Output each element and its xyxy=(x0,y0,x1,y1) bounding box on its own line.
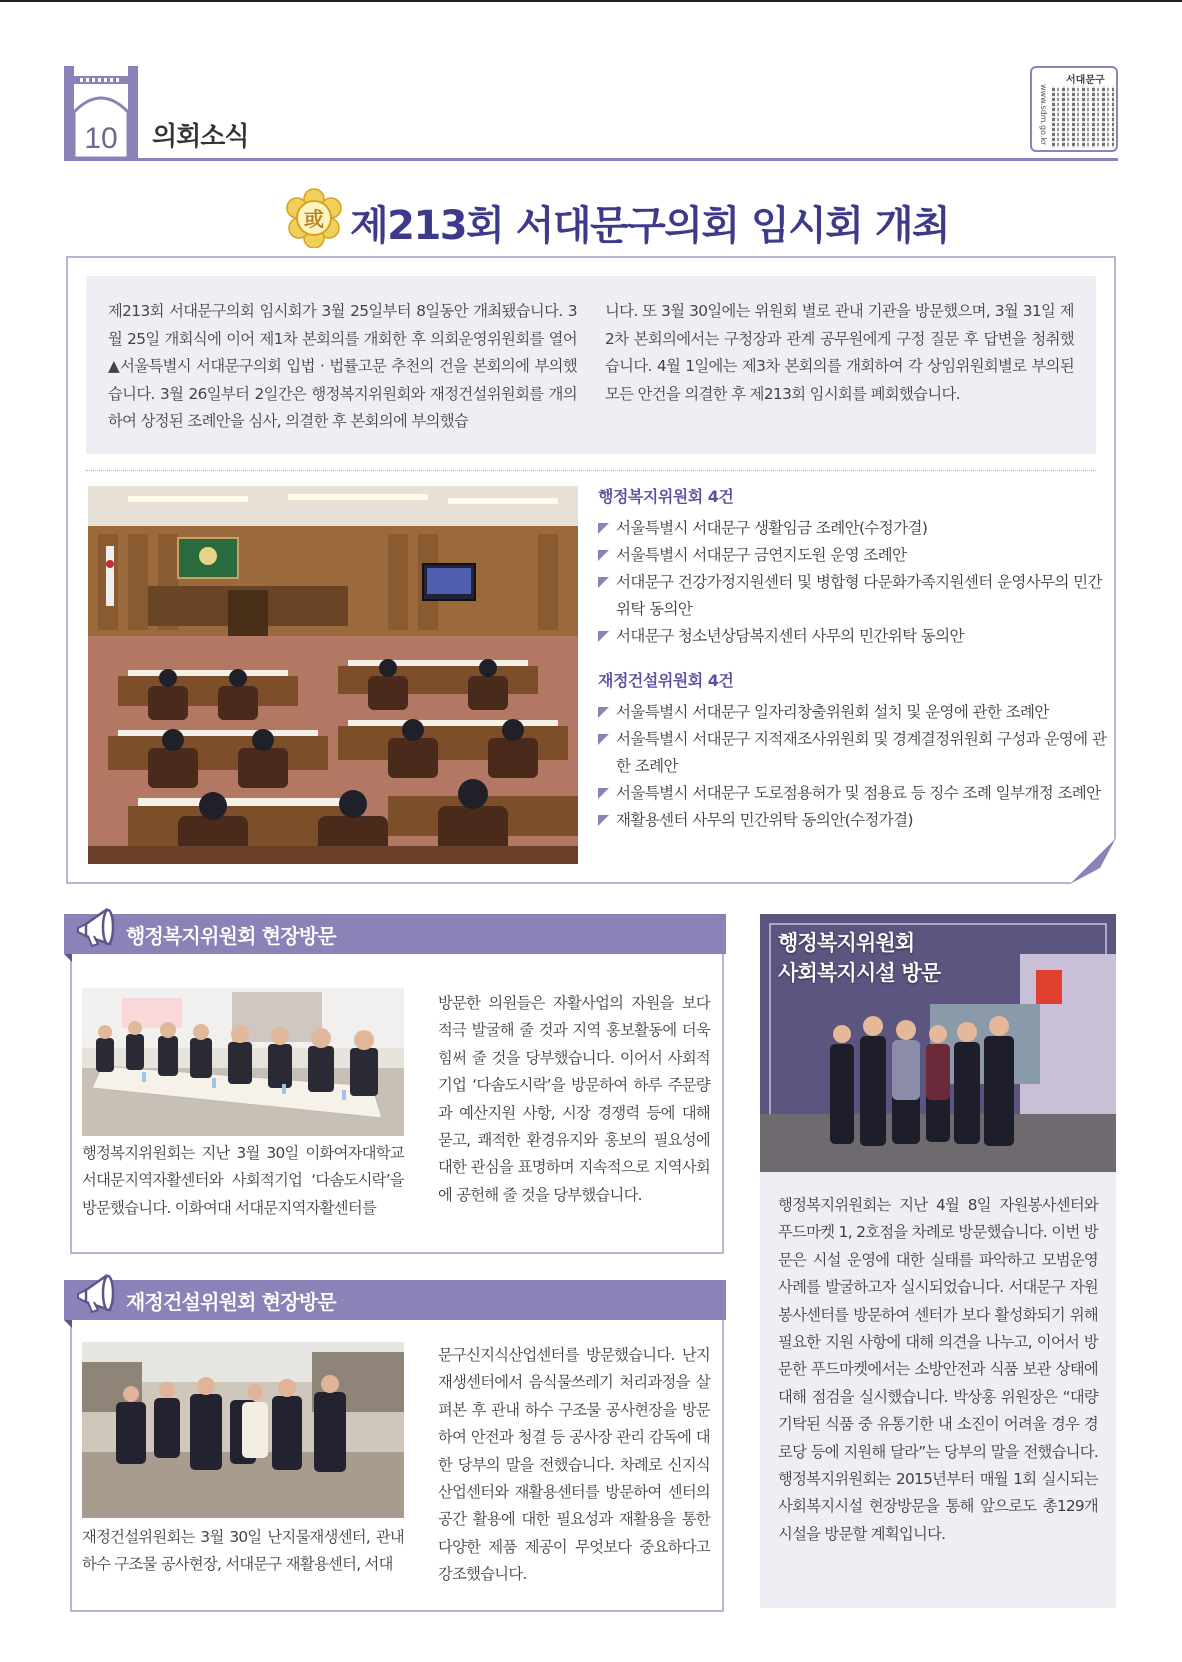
triangle-bullet-icon xyxy=(598,734,609,745)
section-header xyxy=(64,1280,726,1326)
top-rule xyxy=(0,0,1182,2)
section2-left-text: 재정건설위원회는 3월 30일 난지물재생센터, 관내 하수 구조물 공사현장, 서대문구 재활용센터, 서대 xyxy=(82,1528,404,1574)
triangle-bullet-icon xyxy=(598,631,609,642)
article-title-block xyxy=(0,186,1182,252)
megaphone-icon xyxy=(72,1268,122,1318)
page-number: 10 xyxy=(84,122,118,155)
triangle-bullet-icon xyxy=(598,577,609,588)
section-title: 행정복지위원회 현장방문 xyxy=(126,924,336,948)
agenda-list-block xyxy=(598,484,1108,852)
summary-panel xyxy=(86,276,1096,454)
triangle-bullet-icon xyxy=(598,815,609,826)
agenda-list-2 xyxy=(598,699,1108,834)
section-title: 재정건설위원회 현장방문 xyxy=(126,1290,336,1314)
section1-right-text: 방문한 의원들은 자활사업의 자원을 보다 적극 발굴해 줄 것과 지역 홍보활동에 더욱 힘써 줄 것을 당부했습니다. 이어서 사회적기업 ‘다솜도시락’을 방문하여 하루 주문량과 예산지원 사항, 시장 경쟁력 등에 대해 묻고, 쾌적한 환경유지와 홍보의 필요성에 대한 관심을 표명하며 지속적으로 지역사회에 공헌해 줄 것을 당부했습니다. xyxy=(438,994,710,1204)
dotted-divider xyxy=(86,470,1096,471)
council-emblem-icon xyxy=(284,188,344,248)
social-welfare-visit-panel xyxy=(760,914,1116,1608)
agenda-item: 재활용센터 사무의 민간위탁 동의안(수정가결) xyxy=(598,807,1108,834)
section1-left-text: 행정복지위원회는 지난 3월 30일 이화여자대학교 서대문지역자활센터와 사회적기업 ‘다솜도시락’을 방문했습니다. 이화여대 서대문지역자활센터를 xyxy=(82,1144,404,1217)
agenda-list-1 xyxy=(598,515,1108,650)
agenda-item: 서울특별시 서대문구 도로점용허가 및 점용료 등 징수 조례 일부개정 조례안 xyxy=(598,780,1108,807)
agenda-heading-1: 행정복지위원회 4건 xyxy=(598,487,734,506)
header-rule xyxy=(64,158,1118,161)
triangle-bullet-icon xyxy=(598,550,609,561)
finance-committee-visit-box xyxy=(70,1290,724,1612)
article-title: 제213회 서대문구의회 임시회 개최 xyxy=(350,203,950,249)
summary-column-2: 니다. 또 3월 30일에는 위원회 별로 관내 기관을 방문했으며, 3월 31일 제2차 본회의에서는 구청장과 관계 공무원에게 구정 질문 후 답변을 청취했습니다. 4월 1일에는 제3차 본회의를 개회하여 각 상임위원회별로 부의된 모든 안건을 의결한 후 제213회 임시회를 폐회했습니다. xyxy=(605,302,1074,403)
council-chamber-photo xyxy=(88,486,578,864)
agenda-item: 서울특별시 서대문구 지적재조사위원회 및 경계결정위원회 구성과 운영에 관한 조례안 xyxy=(598,726,1108,780)
qr-side-text: www.sdm.go.kr xyxy=(1039,84,1048,146)
agenda-item: 서울특별시 서대문구 금연지도원 운영 조례안 xyxy=(598,542,1108,569)
section2-right-text: 문구신지식산업센터를 방문했습니다. 난지재생센터에서 음식물쓰레기 처리과정을 살펴본 후 관내 하수 구조물 공사현장을 방문하여 안전과 청결 등 공사장 관리 감독에 대한 당부의 말을 전했습니다. 차례로 신지식산업센터와 재활용센터를 방문하여 센터의 공간 활용에 대한 필요성과 재활용을 통한 다양한 제품 제공이 무엇보다 중요하다고 강조했습니다. xyxy=(438,1346,710,1584)
welfare-visit-photo xyxy=(82,988,404,1136)
qr-code[interactable] xyxy=(1030,66,1118,152)
social-welfare-visit-title: 행정복지위원회 사회복지시설 방문 xyxy=(778,931,941,985)
summary-column-1: 제213회 서대문구의회 임시회가 3월 25일부터 8일동안 개최됐습니다. 3월 25일 개회식에 이어 제1차 본회의를 개회한 후 의회운영위원회를 열어 ▲서울특별시 서대문구의회 입법 · 법률고문 추천의 건을 본회의에 부의했습니다. 3월 26일부터 2일간은 행정복지위원회와 재정건설위원회를 개의하여 상정된 조례안을 심사, 의결한 후 본회의에 부의했습 xyxy=(108,302,577,430)
welfare-committee-visit-box xyxy=(70,924,724,1254)
megaphone-icon xyxy=(72,902,122,952)
triangle-bullet-icon xyxy=(598,707,609,718)
section-name: 의회소식 xyxy=(152,122,249,152)
qr-label: 서대문구 xyxy=(1066,75,1105,86)
agenda-item: 서대문구 건강가정지원센터 및 병합형 다문화가족지원센터 운영사무의 민간위탁 동의안 xyxy=(598,569,1108,623)
main-article-frame xyxy=(66,256,1116,884)
page-curl-corner xyxy=(1070,838,1116,884)
agenda-item: 서울특별시 서대문구 일자리창출위원회 설치 및 운영에 관한 조례안 xyxy=(598,699,1108,726)
section-header xyxy=(64,914,726,960)
finance-visit-photo xyxy=(82,1342,404,1518)
agenda-heading-2: 재정건설위원회 4건 xyxy=(598,671,734,690)
emblem-glyph: 或 xyxy=(304,207,324,231)
agenda-item: 서울특별시 서대문구 생활임금 조례안(수정가결) xyxy=(598,515,1108,542)
page-number-badge xyxy=(64,66,138,158)
agenda-item: 서대문구 청소년상담복지센터 사무의 민간위탁 동의안 xyxy=(598,623,1108,650)
triangle-bullet-icon xyxy=(598,788,609,799)
triangle-bullet-icon xyxy=(598,523,609,534)
section3-text: 행정복지위원회는 지난 4월 8일 자원봉사센터와 푸드마켓 1, 2호점을 차례로 방문했습니다. 이번 방문은 시설 운영에 대한 실태를 파악하고 모범운영 사례를 발굴하고자 실시되었습니다. 서대문구 자원봉사센터를 방문하여 센터가 보다 활성화되기 위해 필요한 지원 사항에 대해 의견을 나누고, 이어서 방문한 푸드마켓에서는 소방안전과 식품 보관 상태에 대해 점검을 실시했습니다. 박상홍 위원장은 “대량 기탁된 식품 중 유통기한 내 소진이 어려울 경우 경로당 등에 지원해 달라”는 당부의 말을 전했습니다. 행정복지위원회는 2015년부터 매월 1회 실시되는 사회복지시설 현장방문을 통해 앞으로도 총129개 시설을 방문할 계획입니다. xyxy=(778,1196,1098,1543)
